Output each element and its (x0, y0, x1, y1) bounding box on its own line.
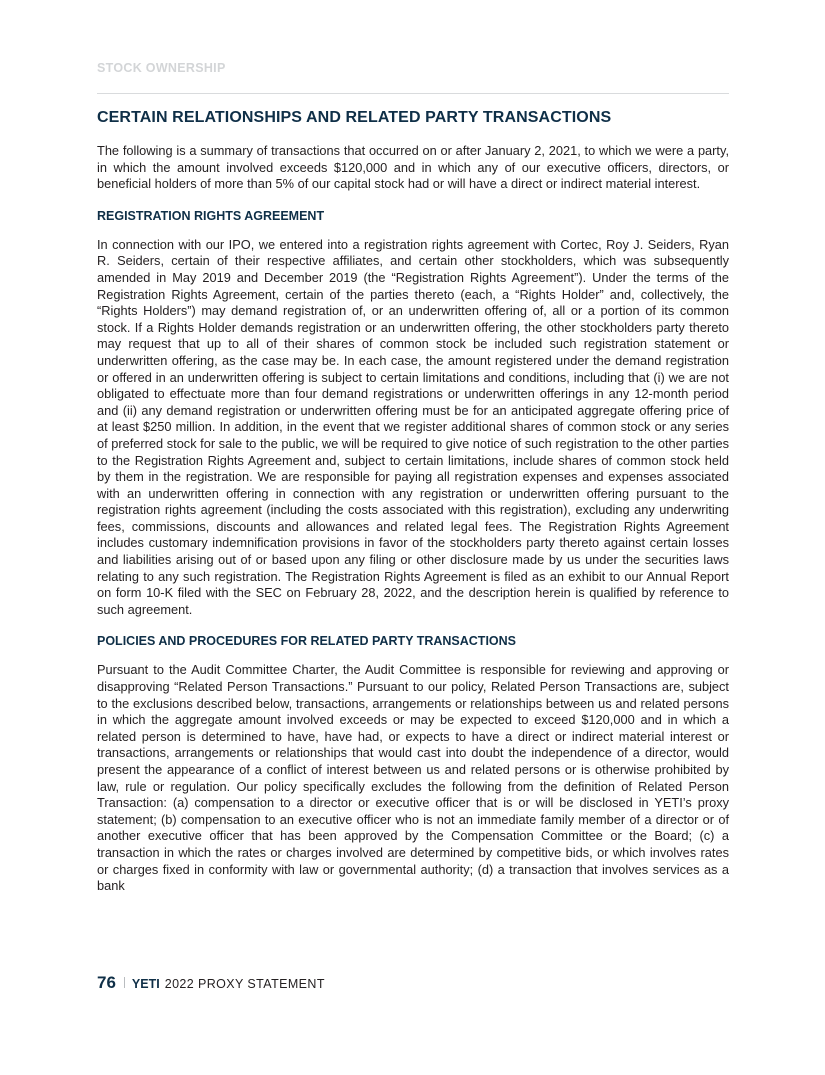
section-heading-registration-rights: REGISTRATION RIGHTS AGREEMENT (97, 208, 325, 223)
section-body-registration-rights: In connection with our IPO, we entered into a registration rights agreement with Cortec, Roy J. Seiders, Ryan R. Seiders, certain of their respective affiliates, and certain other stockholders, which was subsequently amended in May 2019 and December 2019 (the “Registration Rights Agreement”). Under the terms of the Registration Rights Agreement, certain of the parties thereto (each, a “Rights Holder” and, collectively, the “Rights Holders”) may demand registration of, or an underwritten offering of, all or a portion of its common stock. If a Rights Holder demands registration or an underwritten offering, the other stockholders party thereto may request that up to all of their shares of common stock be included such registration statement or underwritten offering, as the case may be. In each case, the amount registered under the demand registration or offered in an underwritten offering is subject to certain limitations and conditions, including that (i) we are not obligated to effectuate more than four demand registrations or underwritten offerings in any 12-month period and (ii) any demand registration or underwritten offering must be for an anticipated aggregate offering price of at least $250 million. In addition, in the event that we register additional shares of common stock or any series of preferred stock for sale to the public, we will be required to give notice of such registration to the other parties to the Registration Rights Agreement and, subject to certain limitations, include shares of common stock held by them in the registration. We are responsible for paying all registration expenses and expenses associated with an underwritten offering in connection with any registration or underwritten offering pursuant to the registration rights agreement (including the costs associated with this registration), excluding any underwriting fees, commissions, discounts and allowances and related legal fees. The Registration Rights Agreement includes customary indemnification provisions in favor of the stockholders party thereto against certain losses and liabilities arising out of or based upon any filing or other disclosure made by us under the securities laws relating to any such registration. The Registration Rights Agreement is filed as an exhibit to our Annual Report on form 10-K filed with the SEC on February 28, 2022, and the description herein is qualified by reference to such agreement. (97, 236, 729, 617)
running-header: STOCK OWNERSHIP (97, 61, 226, 75)
intro-paragraph: The following is a summary of transactions that occurred on or after January 2, 2021, to which we were a party, in which the amount involved exceeds $120,000 and in which any of our executive officers, directors, or beneficial holders of more than 5% of our capital stock had or will have a direct or indirect material interest. (97, 143, 729, 192)
page (97, 0, 729, 1075)
page-footer (97, 973, 325, 993)
section-heading-policies-procedures: POLICIES AND PROCEDURES FOR RELATED PARTY TRANSACTIONS (97, 634, 517, 649)
section-body-policies-procedures: Pursuant to the Audit Committee Charter, the Audit Committee is responsible for reviewing and approving or disapproving “Related Person Transactions.” Pursuant to our policy, Related Person Transactions are, subject to the exclusions described below, transactions, arrangements or relationships between us and related persons in which the aggregate amount involved exceeds or may be expected to exceed $120,000 and in which a related person is determined to have, have had, or expects to have a direct or indirect material interest or transactions, arrangements or relationships that would cast into doubt the independence of a director, would present the appearance of a conflict of interest between us and related persons or is otherwise prohibited by law, rule or regulation. Our policy specifically excludes the following from the definition of Related Person Transaction: (a) compensation to a director or executive officer that is or will be disclosed in YETI’s proxy statement; (b) compensation to an executive officer who is not an immediate family member of a director or of another executive officer that has been approved by the Compensation Committee or the Board; (c) a transaction in which the rates or charges involved are determined by competitive bids, or which involves rates or charges fixed in conformity with law or governmental authority; (d) a transaction that involves services as a bank (97, 662, 729, 894)
footer-brand: YETI (131, 977, 160, 991)
page-title: CERTAIN RELATIONSHIPS AND RELATED PARTY TRANSACTIONS (97, 109, 612, 126)
page-number: 76 (97, 973, 116, 992)
main-content (97, 108, 729, 910)
footer-separator (124, 977, 125, 988)
footer-document-title: 2022 PROXY STATEMENT (164, 977, 325, 991)
header-divider (97, 93, 729, 94)
